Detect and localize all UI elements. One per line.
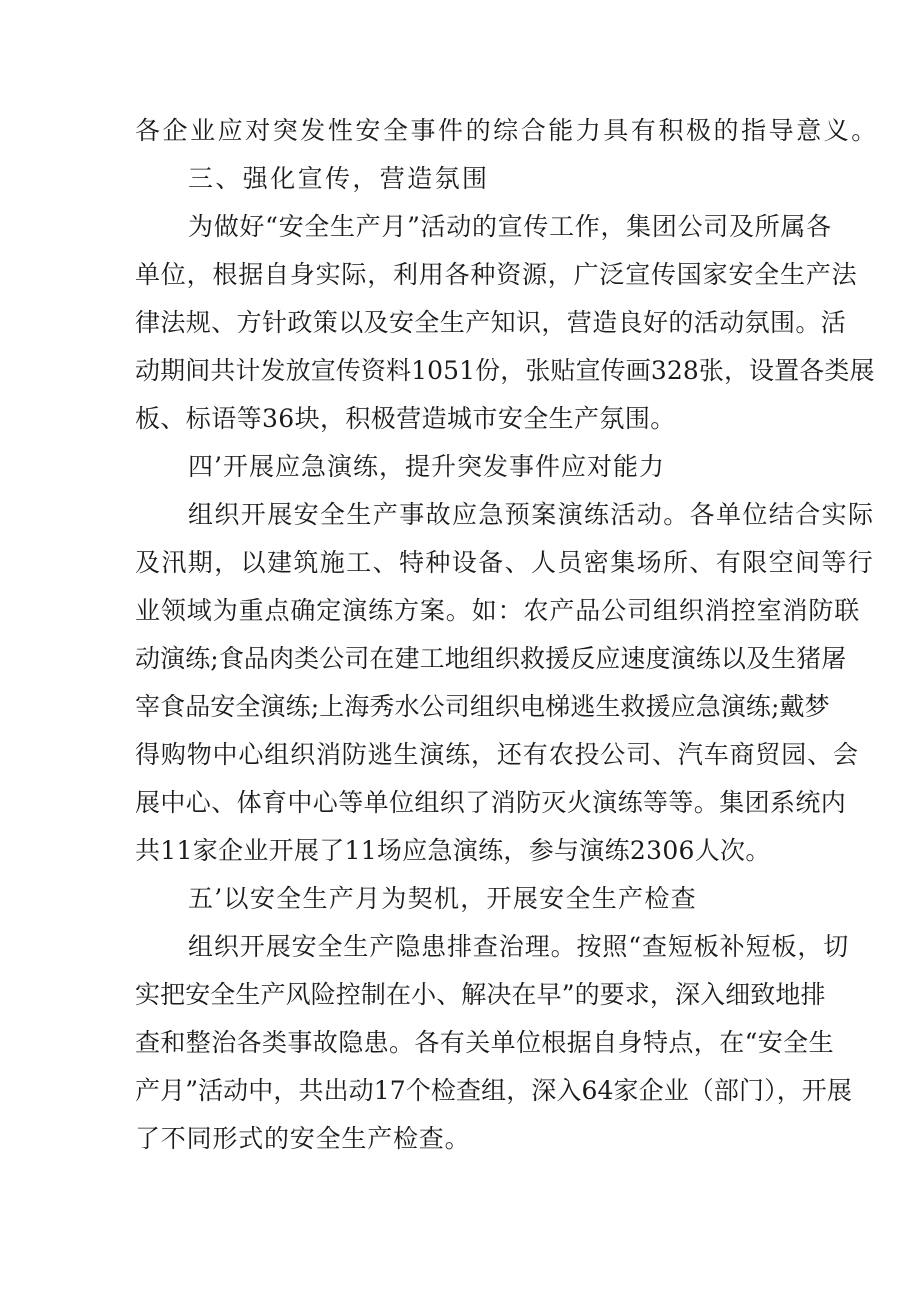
paragraph-line: 展中心、体育中心等单位组织了消防灭火演练等等。集团系统内 [135,788,847,817]
paragraph-line: 了不同形式的安全生产检查。 [135,1124,471,1153]
paragraph-line: 查和整治各类事故隐患。各有关单位根据自身特点，在“安全生 [135,1028,834,1057]
paragraph-line: 及汛期，以建筑施工、特种设备、人员密集场所、有限空间等行 [135,548,875,577]
paragraph-line: 板、标语等36块，积极营造城市安全生产氛围。 [135,404,676,433]
paragraph-line: 组织开展安全生产隐患排查治理。按照“查短板补短板，切 [188,932,850,961]
paragraph-line: 动演练;食品肉类公司在建工地组织救援反应速度演练以及生猪屠 [135,644,847,673]
section-heading-4: 四’开展应急演练，提升突发事件应对能力 [188,452,665,481]
paragraph-line: 共11家企业开展了11场应急演练，参与演练2306人次。 [135,836,771,865]
paragraph-line: 动期间共计发放宣传资料1051份，张贴宣传画328张，设置各类展 [135,356,875,385]
paragraph-line: 单位，根据自身实际，利用各种资源，广泛宣传国家安全生产法 [135,260,858,289]
paragraph-line: 得购物中心组织消防逃生演练，还有农投公司、汽车商贸园、会 [135,740,859,769]
paragraph-line: 组织开展安全生产事故应急预案演练活动。各单位结合实际 [188,500,875,529]
paragraph-line: 业领域为重点确定演练方案。如：农产品公司组织消控室消防联 [135,596,861,625]
paragraph-line: 各企业应对突发性安全事件的综合能力具有积极的指导意义。 [135,116,879,145]
paragraph-line: 律法规、方针政策以及安全生产知识，营造良好的活动氛围。活 [135,308,847,337]
paragraph-line: 产月”活动中，共出动17个检查组，深入64家企业（部门），开展 [135,1076,853,1105]
paragraph-line: 为做好“安全生产月”活动的宣传工作，集团公司及所属各 [188,212,832,241]
section-heading-3: 三、强化宣传，营造氛围 [188,164,490,193]
section-heading-5: 五’以安全生产月为契机，开展安全生产检查 [188,884,697,913]
paragraph-line: 实把安全生产风险控制在小、解决在早”的要求，深入细致地排 [135,980,826,1009]
paragraph-line: 宰食品安全演练;上海秀水公司组织电梯逃生救援应急演练;戴梦 [135,692,830,721]
